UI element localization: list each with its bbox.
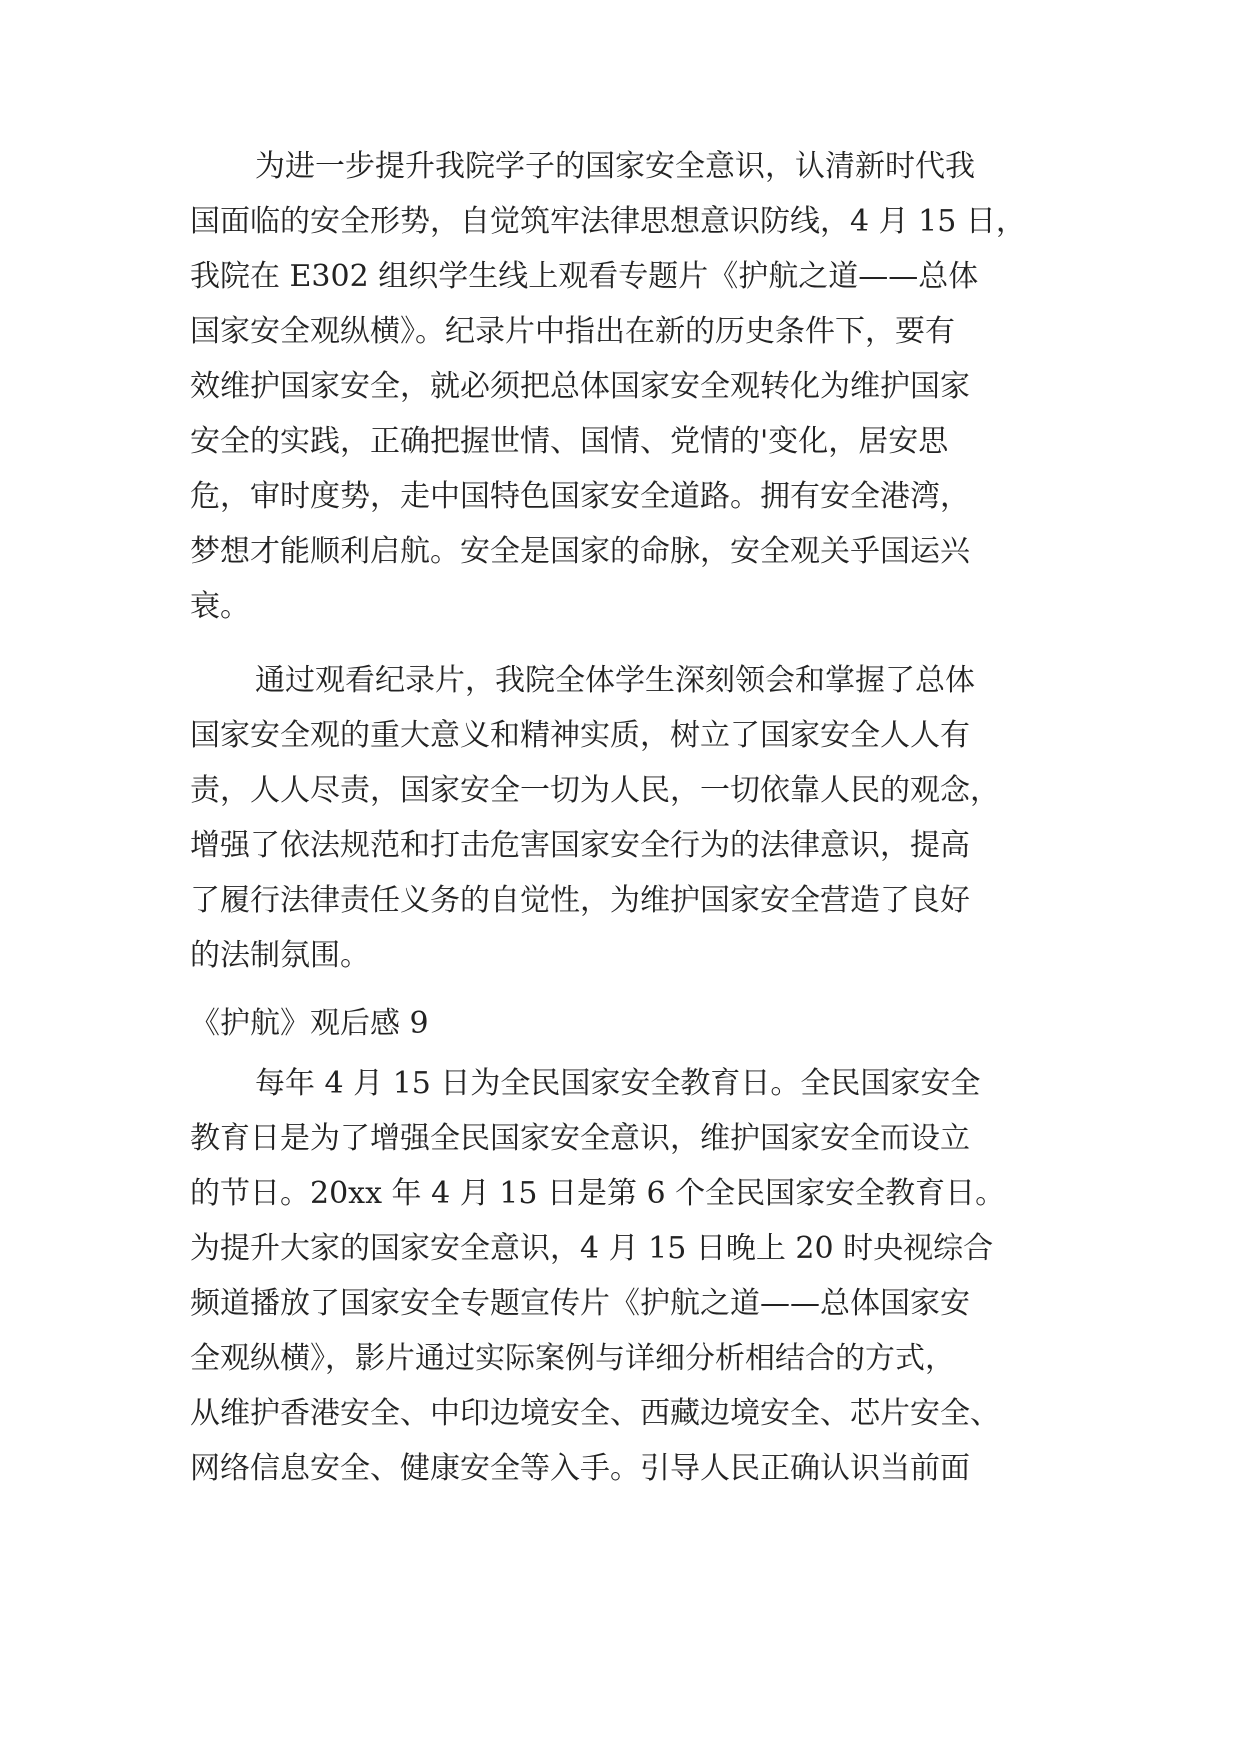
paragraph-line: 通过观看纪录片，我院全体学生深刻领会和掌握了总体 bbox=[255, 663, 975, 698]
paragraph-line: 安全的实践，正确把握世情、国情、党情的'变化，居安思 bbox=[190, 424, 949, 459]
paragraph-line: 每年 4 月 15 日为全民国家安全教育日。全民国家安全 bbox=[255, 1066, 981, 1101]
paragraph-line: 梦想才能顺利启航。安全是国家的命脉，安全观关乎国运兴 bbox=[190, 534, 970, 569]
paragraph-line: 危，审时度势，走中国特色国家安全道路。拥有安全港湾， bbox=[190, 479, 970, 514]
paragraph-line: 责，人人尽责，国家安全一切为人民，一切依靠人民的观念， bbox=[190, 773, 1000, 808]
paragraph-line: 的法制氛围。 bbox=[190, 938, 370, 973]
paragraph-line: 教育日是为了增强全民国家安全意识，维护国家安全而设立 bbox=[190, 1121, 970, 1156]
paragraph-line: 为进一步提升我院学子的国家安全意识，认清新时代我 bbox=[255, 149, 975, 184]
paragraph-line: 全观纵横》，影片通过实际案例与详细分析相结合的方式， bbox=[190, 1341, 955, 1376]
paragraph-line: 增强了依法规范和打击危害国家安全行为的法律意识，提高 bbox=[190, 828, 970, 863]
paragraph-line: 为提升大家的国家安全意识，4 月 15 日晚上 20 时央视综合 bbox=[190, 1231, 994, 1266]
paragraph-line: 了履行法律责任义务的自觉性，为维护国家安全营造了良好 bbox=[190, 883, 970, 918]
paragraph-line: 我院在 E302 组织学生线上观看专题片《护航之道——总体 bbox=[190, 259, 979, 294]
paragraph-line: 的节日。20xx 年 4 月 15 日是第 6 个全民国家安全教育日。 bbox=[190, 1176, 1006, 1211]
section-heading: 《护航》观后感 9 bbox=[190, 1006, 429, 1041]
paragraph-line: 国面临的安全形势，自觉筑牢法律思想意识防线，4 月 15 日， bbox=[190, 204, 1026, 239]
paragraph-line: 从维护香港安全、中印边境安全、西藏边境安全、芯片安全、 bbox=[190, 1396, 1000, 1431]
paragraph-line: 国家安全观纵横》。纪录片中指出在新的历史条件下，要有 bbox=[190, 314, 955, 349]
paragraph-line: 频道播放了国家安全专题宣传片《护航之道——总体国家安 bbox=[190, 1286, 970, 1321]
paragraph-line: 衰。 bbox=[190, 589, 250, 624]
paragraph-line: 国家安全观的重大意义和精神实质，树立了国家安全人人有 bbox=[190, 718, 970, 753]
paragraph-line: 网络信息安全、健康安全等入手。引导人民正确认识当前面 bbox=[190, 1451, 970, 1486]
paragraph-line: 效维护国家安全，就必须把总体国家安全观转化为维护国家 bbox=[190, 369, 970, 404]
